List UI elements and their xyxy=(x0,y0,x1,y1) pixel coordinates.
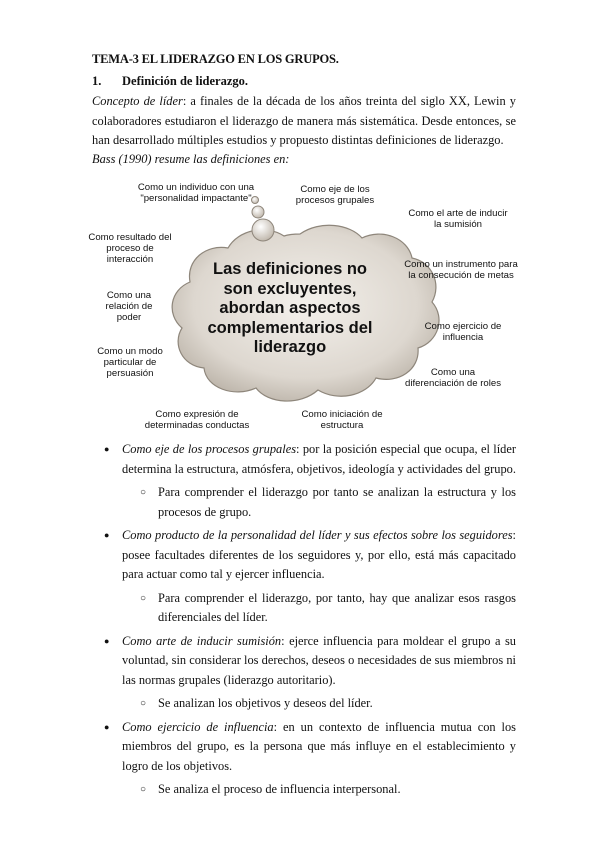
label-ejercicio-influencia: Como ejercicio de influencia xyxy=(424,321,502,343)
section-number: 1. xyxy=(92,74,102,88)
intro-text: : a finales de la década de los años treinta del siglo XX, Lewin y colaboradores estudiaron el liderazgo de manera más sistemática. Desde entonces, se han desarrollado múltiples estudios y propuesto distintas definiciones de liderazgo. xyxy=(92,94,516,147)
definitions-diagram xyxy=(0,172,600,434)
sub-list-item: ○ Se analizan los objetivos y deseos del líder. xyxy=(104,694,516,714)
list-item xyxy=(104,440,516,479)
label-expresion-conductas: Como expresión de determinadas conductas xyxy=(144,409,250,431)
label-eje-procesos: Como eje de los procesos grupales xyxy=(295,184,375,206)
sub-list-item: ○ Se analiza el proceso de influencia interpersonal. xyxy=(104,780,516,800)
list-item xyxy=(104,526,516,585)
list-item-text: : por la posición especial que ocupa, el líder determina la estructura, atmósfera, objetivos, ideología y actividades del grupo. xyxy=(122,442,516,476)
list-item-term: Como producto de la personalidad del líder y sus efectos sobre los seguidores xyxy=(122,528,513,542)
list-item-term: Como eje de los procesos grupales xyxy=(122,442,297,456)
list-item xyxy=(104,718,516,777)
list-item-term: Como ejercicio de influencia xyxy=(122,719,274,734)
list-item-term: Como arte de inducir sumisión xyxy=(122,633,282,648)
intro-paragraph xyxy=(92,92,516,151)
list-item-text: : en un contexto de influencia mutua con los miembros del grupo, es la persona que más influye en el establecimiento y logro de los objetivos. xyxy=(122,719,517,773)
sub-list-item: ○ Para comprender el liderazgo, por tanto, hay que analizar esos rasgos diferenciales del líder. xyxy=(104,589,516,628)
definitions-list xyxy=(104,440,516,804)
section-title: Definición de liderazgo. xyxy=(122,74,249,88)
bass-line: Bass (1990) resume las definiciones en: xyxy=(92,152,290,166)
section-heading xyxy=(92,74,248,89)
label-instrumento-metas: Como un instrumento para la consecución de metas xyxy=(404,259,518,281)
label-modo-persuasion: Como un modo particular de persuasión xyxy=(97,346,163,379)
label-iniciacion-estructura: Como iniciación de estructura xyxy=(301,409,383,431)
sub-list-item: ○ Para comprender el liderazgo por tanto se analizan la estructura y los procesos de grupo. xyxy=(104,483,516,522)
cloud-center-text: Las definiciones no son excluyentes, abordan aspectos complementarios del liderazgo xyxy=(207,260,373,356)
label-resultado-interaccion: Como resultado del proceso de interacción xyxy=(88,232,172,265)
document-title: TEMA-3 EL LIDERAZGO EN LOS GRUPOS. xyxy=(92,52,339,66)
intro-term: Concepto de líder xyxy=(92,94,183,108)
label-personalidad: Como un individuo con una "personalidad impactante" xyxy=(137,182,255,204)
list-item-text: : posee facultades diferentes de los seguidores y, por ello, está más capacitado para actuar como tal y ejercer influencia. xyxy=(122,528,516,581)
list-item xyxy=(104,632,516,691)
label-arte-sumision: Como el arte de inducir la sumisión xyxy=(408,208,508,230)
list-item-text: : ejerce influencia para moldear el grupo a su voluntad, sin considerar los derechos, deseos o necesidades de sus miembros ni las normas grupales (liderazgo autoritario). xyxy=(122,633,516,687)
label-diferenciacion-roles: Como una diferenciación de roles xyxy=(405,367,501,389)
label-relacion-poder: Como una relación de poder xyxy=(105,290,153,323)
